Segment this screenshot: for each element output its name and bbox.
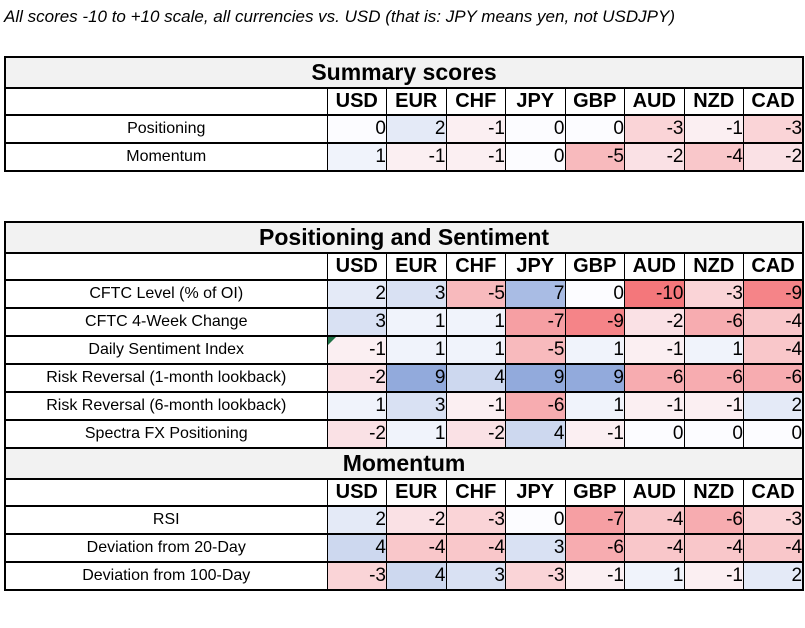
score-cell-usd: 4 (327, 534, 387, 562)
column-header-eur: EUR (387, 253, 447, 280)
score-cell-gbp: -9 (565, 308, 625, 336)
score-cell-cad: 0 (744, 420, 804, 448)
score-cell-gbp: 0 (565, 280, 625, 308)
row-label: Risk Reversal (1-month lookback) (5, 364, 327, 392)
column-header-usd: USD (327, 479, 387, 506)
score-cell-usd: 2 (327, 280, 387, 308)
positioning-sentiment-and-momentum-table (4, 221, 805, 591)
score-cell-chf: -1 (446, 143, 506, 171)
score-cell-aud: -1 (625, 392, 685, 420)
table-row (5, 364, 803, 392)
score-cell-aud: -4 (625, 506, 685, 534)
column-header-cad: CAD (744, 479, 804, 506)
score-cell-gbp: 0 (565, 115, 625, 143)
score-cell-gbp: -5 (565, 143, 625, 171)
column-header-gbp: GBP (565, 479, 625, 506)
score-cell-nzd: -3 (684, 280, 744, 308)
column-header-jpy: JPY (506, 88, 566, 115)
score-cell-gbp: 1 (565, 336, 625, 364)
score-cell-eur: 3 (387, 392, 447, 420)
score-cell-usd: -2 (327, 420, 387, 448)
row-label: CFTC Level (% of OI) (5, 280, 327, 308)
score-cell-nzd: -1 (684, 392, 744, 420)
score-cell-usd: 2 (327, 506, 387, 534)
column-header-nzd: NZD (684, 479, 744, 506)
row-label: Positioning (5, 115, 327, 143)
score-cell-aud: -1 (625, 336, 685, 364)
table-row (5, 562, 803, 590)
row-label: Deviation from 20-Day (5, 534, 327, 562)
header-blank-cell (5, 479, 327, 506)
score-cell-nzd: -6 (684, 364, 744, 392)
score-cell-jpy: 3 (506, 534, 566, 562)
column-header-gbp: GBP (565, 253, 625, 280)
score-cell-nzd: -4 (684, 143, 744, 171)
score-cell-eur: -1 (387, 143, 447, 171)
column-header-eur: EUR (387, 479, 447, 506)
scale-note: All scores -10 to +10 scale, all currencies vs. USD (that is: JPY means yen, not USDJPY) (4, 7, 675, 26)
column-header-nzd: NZD (684, 253, 744, 280)
score-cell-eur: -2 (387, 506, 447, 534)
score-cell-aud: -6 (625, 364, 685, 392)
score-cell-nzd: -1 (684, 562, 744, 590)
score-cell-usd: 1 (327, 143, 387, 171)
score-cell-aud: -2 (625, 308, 685, 336)
row-label: Spectra FX Positioning (5, 420, 327, 448)
score-cell-cad: -9 (744, 280, 804, 308)
score-cell-cad: -4 (744, 308, 804, 336)
score-cell-cad: -4 (744, 336, 804, 364)
score-cell-usd: 0 (327, 115, 387, 143)
score-cell-aud: -4 (625, 534, 685, 562)
score-cell-chf: -1 (446, 115, 506, 143)
row-label: Deviation from 100-Day (5, 562, 327, 590)
score-cell-usd: -2 (327, 364, 387, 392)
score-cell-eur: 9 (387, 364, 447, 392)
score-cell-cad: 2 (744, 562, 804, 590)
score-cell-gbp: -6 (565, 534, 625, 562)
score-cell-chf: -5 (446, 280, 506, 308)
score-cell-chf: 4 (446, 364, 506, 392)
score-cell-eur: 3 (387, 280, 447, 308)
table-row (5, 336, 803, 364)
page (0, 7, 805, 591)
score-cell-gbp: 9 (565, 364, 625, 392)
table-row (5, 115, 803, 143)
score-cell-jpy: 4 (506, 420, 566, 448)
row-label: CFTC 4-Week Change (5, 308, 327, 336)
column-header-jpy: JPY (506, 253, 566, 280)
score-cell-nzd: -4 (684, 534, 744, 562)
score-cell-eur: 1 (387, 336, 447, 364)
score-cell-jpy: -3 (506, 562, 566, 590)
score-cell-jpy: -7 (506, 308, 566, 336)
score-cell-chf: 1 (446, 336, 506, 364)
score-cell-eur: 2 (387, 115, 447, 143)
column-header-nzd: NZD (684, 88, 744, 115)
score-cell-usd: -1 (327, 336, 387, 364)
score-cell-cad: -3 (744, 115, 804, 143)
score-cell-jpy: -6 (506, 392, 566, 420)
section-title: Momentum (5, 448, 803, 479)
score-cell-eur: 1 (387, 420, 447, 448)
column-header-aud: AUD (625, 479, 685, 506)
score-cell-nzd: -6 (684, 506, 744, 534)
score-cell-aud: -3 (625, 115, 685, 143)
score-cell-nzd: 1 (684, 336, 744, 364)
score-table (4, 56, 804, 172)
table-row (5, 392, 803, 420)
score-cell-jpy: 7 (506, 280, 566, 308)
section-title: Summary scores (5, 57, 803, 88)
score-cell-chf: 1 (446, 308, 506, 336)
column-header-jpy: JPY (506, 479, 566, 506)
score-cell-jpy: 0 (506, 115, 566, 143)
score-cell-nzd: -1 (684, 115, 744, 143)
column-header-cad: CAD (744, 253, 804, 280)
score-cell-aud: 0 (625, 420, 685, 448)
score-cell-aud: -2 (625, 143, 685, 171)
column-header-eur: EUR (387, 88, 447, 115)
score-cell-cad: -6 (744, 364, 804, 392)
score-cell-chf: -1 (446, 392, 506, 420)
column-header-aud: AUD (625, 88, 685, 115)
score-cell-cad: 2 (744, 392, 804, 420)
score-cell-aud: -10 (625, 280, 685, 308)
score-cell-jpy: 0 (506, 506, 566, 534)
table-row (5, 280, 803, 308)
score-cell-gbp: -7 (565, 506, 625, 534)
row-label: Daily Sentiment Index (5, 336, 327, 364)
score-cell-chf: -3 (446, 506, 506, 534)
table-row (5, 308, 803, 336)
column-header-chf: CHF (446, 253, 506, 280)
score-cell-chf: -2 (446, 420, 506, 448)
score-cell-eur: -4 (387, 534, 447, 562)
score-cell-gbp: -1 (565, 562, 625, 590)
score-cell-cad: -2 (744, 143, 804, 171)
score-cell-cad: -4 (744, 534, 804, 562)
score-cell-gbp: 1 (565, 392, 625, 420)
table-row (5, 143, 803, 171)
score-cell-gbp: -1 (565, 420, 625, 448)
score-cell-chf: -4 (446, 534, 506, 562)
column-header-gbp: GBP (565, 88, 625, 115)
score-cell-nzd: 0 (684, 420, 744, 448)
score-cell-usd: 1 (327, 392, 387, 420)
column-header-cad: CAD (744, 88, 804, 115)
column-header-chf: CHF (446, 88, 506, 115)
row-label: RSI (5, 506, 327, 534)
column-header-aud: AUD (625, 253, 685, 280)
score-cell-jpy: 0 (506, 143, 566, 171)
section-title: Positioning and Sentiment (5, 222, 803, 253)
table-row (5, 420, 803, 448)
score-cell-eur: 1 (387, 308, 447, 336)
column-header-usd: USD (327, 88, 387, 115)
header-blank-cell (5, 88, 327, 115)
score-cell-aud: 1 (625, 562, 685, 590)
table-row (5, 534, 803, 562)
table-row (5, 506, 803, 534)
score-cell-usd: 3 (327, 308, 387, 336)
score-cell-eur: 4 (387, 562, 447, 590)
score-table (4, 221, 804, 591)
score-cell-jpy: 9 (506, 364, 566, 392)
summary-scores-table (4, 56, 805, 172)
score-cell-usd: -3 (327, 562, 387, 590)
column-header-usd: USD (327, 253, 387, 280)
score-cell-jpy: -5 (506, 336, 566, 364)
column-header-chf: CHF (446, 479, 506, 506)
row-label: Risk Reversal (6-month lookback) (5, 392, 327, 420)
score-cell-cad: -3 (744, 506, 804, 534)
cell-note-marker-icon (328, 337, 336, 345)
header-blank-cell (5, 253, 327, 280)
score-cell-nzd: -6 (684, 308, 744, 336)
row-label: Momentum (5, 143, 327, 171)
score-cell-chf: 3 (446, 562, 506, 590)
